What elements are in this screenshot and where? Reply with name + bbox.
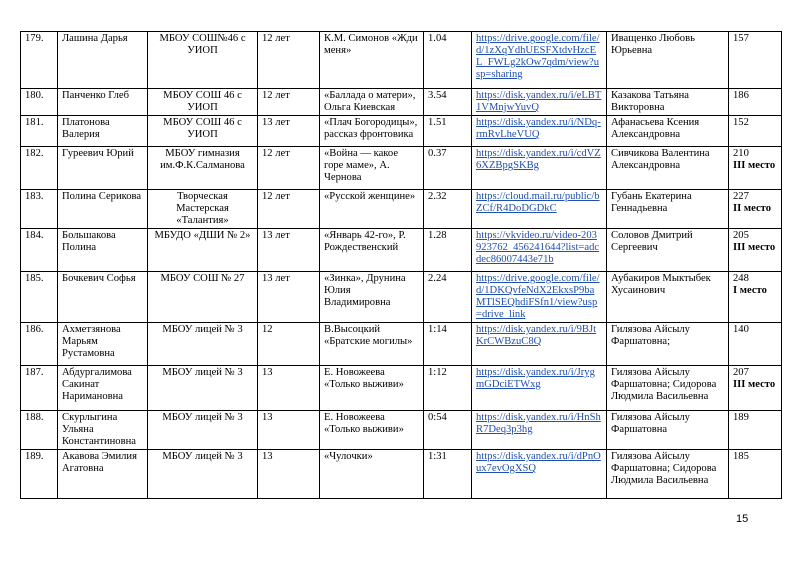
teacher-name-cell: Гилязова Айсылу Фаршатовна; — [607, 323, 729, 366]
participant-age-cell: 13 лет — [258, 229, 320, 272]
school-name-cell: МБОУ СОШ№46 с УИОП — [148, 32, 258, 89]
participant-age-cell: 12 лет — [258, 89, 320, 116]
place-label: III место — [733, 379, 776, 390]
place-label: III место — [733, 160, 776, 171]
work-title-cell: «Январь 42-го», Р. Рождественский — [320, 229, 424, 272]
video-link[interactable]: https://disk.yandex.ru/i/dPnOux7evOgXSQ — [476, 451, 601, 474]
participant-age-cell: 12 — [258, 323, 320, 366]
school-name-cell: МБОУ гимназия им.Ф.К.Салманова — [148, 147, 258, 190]
score-value: 152 — [733, 117, 749, 128]
video-link-cell — [472, 323, 607, 366]
participant-age-cell: 12 лет — [258, 32, 320, 89]
participant-name-cell: Гуреевич Юрий — [58, 147, 148, 190]
score-value: 210 — [733, 148, 749, 159]
video-link-cell — [472, 411, 607, 450]
score-value: 205 — [733, 230, 749, 241]
video-link-cell — [472, 450, 607, 499]
duration-cell: 1.04 — [424, 32, 472, 89]
school-name-cell: МБОУ лицей № 3 — [148, 411, 258, 450]
video-link[interactable]: https://disk.yandex.ru/i/JrygmGDciETWxg — [476, 367, 595, 390]
video-link-cell — [472, 190, 607, 229]
school-name-cell: МБОУ СОШ 46 с УИОП — [148, 116, 258, 147]
table-row — [21, 229, 782, 272]
video-link[interactable]: https://cloud.mail.ru/public/bZCf/R4DoDGDkC — [476, 191, 600, 214]
duration-cell: 1:12 — [424, 366, 472, 411]
video-link-cell — [472, 32, 607, 89]
score-value: 185 — [733, 451, 749, 462]
score-cell — [729, 450, 782, 499]
work-title-cell: «Баллада о матери», Ольга Киевская — [320, 89, 424, 116]
row-number-cell: 183. — [21, 190, 58, 229]
work-title-cell: «Русской женщине» — [320, 190, 424, 229]
teacher-name-cell: Соловов Дмитрий Сергеевич — [607, 229, 729, 272]
work-title-cell: «Война — какое горе маме», А. Чернова — [320, 147, 424, 190]
participant-age-cell: 13 — [258, 366, 320, 411]
school-name-cell: МБОУ СОШ № 27 — [148, 272, 258, 323]
duration-cell: 0.37 — [424, 147, 472, 190]
teacher-name-cell: Губань Екатерина Геннадьевна — [607, 190, 729, 229]
work-title-cell: «Плач Богородицы», рассказ фронтовика — [320, 116, 424, 147]
work-title-cell: «Чулочки» — [320, 450, 424, 499]
duration-cell: 0:54 — [424, 411, 472, 450]
table-row — [21, 116, 782, 147]
video-link[interactable]: https://disk.yandex.ru/i/9BJtKrCWBzuC8Q — [476, 324, 597, 347]
table-row — [21, 89, 782, 116]
duration-cell: 1:31 — [424, 450, 472, 499]
row-number-cell: 189. — [21, 450, 58, 499]
video-link-cell — [472, 89, 607, 116]
work-title-cell: Е. Новожеева «Только выживи» — [320, 411, 424, 450]
score-value: 157 — [733, 33, 749, 44]
teacher-name-cell: Казакова Татьяна Викторовна — [607, 89, 729, 116]
school-name-cell: Творческая Мастерская «Талантия» — [148, 190, 258, 229]
table-row — [21, 32, 782, 89]
score-cell — [729, 32, 782, 89]
score-cell — [729, 89, 782, 116]
table-row — [21, 366, 782, 411]
teacher-name-cell: Гилязова Айсылу Фаршатовна; Сидорова Людмила Васильевна — [607, 450, 729, 499]
score-cell — [729, 147, 782, 190]
row-number-cell: 185. — [21, 272, 58, 323]
work-title-cell: Е. Новожеева «Только выживи» — [320, 366, 424, 411]
score-cell — [729, 229, 782, 272]
participant-name-cell: Платонова Валерия — [58, 116, 148, 147]
video-link-cell — [472, 147, 607, 190]
teacher-name-cell: Иващенко Любовь Юрьевна — [607, 32, 729, 89]
place-label: II место — [733, 203, 772, 214]
school-name-cell: МБОУ лицей № 3 — [148, 323, 258, 366]
video-link-cell — [472, 366, 607, 411]
participant-name-cell: Панченко Глеб — [58, 89, 148, 116]
video-link[interactable]: https://drive.google.com/file/d/1DKQvfeNdX2EkxsP9baMTlSEQhdiFSfn1/view?usp=drive_link — [476, 273, 600, 320]
results-table — [20, 31, 782, 499]
video-link[interactable]: https://disk.yandex.ru/i/NDq-rmRvLheVUQ — [476, 117, 601, 140]
place-label: I место — [733, 285, 767, 296]
teacher-name-cell: Гилязова Айсылу Фаршатовна — [607, 411, 729, 450]
school-name-cell: МБОУ лицей № 3 — [148, 366, 258, 411]
row-number-cell: 186. — [21, 323, 58, 366]
table-row — [21, 450, 782, 499]
table-row — [21, 190, 782, 229]
teacher-name-cell: Сивчикова Валентина Александровна — [607, 147, 729, 190]
participant-name-cell: Полина Серикова — [58, 190, 148, 229]
video-link[interactable]: https://drive.google.com/file/d/1zXqYdhUESFXtdvHzcEL_FWLg2kOw7qdm/view?usp=sharing — [476, 33, 600, 80]
work-title-cell: К.М. Симонов «Жди меня» — [320, 32, 424, 89]
video-link-cell — [472, 272, 607, 323]
video-link[interactable]: https://vkvideo.ru/video-203923762_456241644?list=adcdec86007443e71b — [476, 230, 600, 265]
table-row — [21, 147, 782, 190]
participant-name-cell: Бочкевич Софья — [58, 272, 148, 323]
score-value: 207 — [733, 367, 749, 378]
table-row — [21, 272, 782, 323]
place-label: III место — [733, 242, 776, 253]
video-link[interactable]: https://disk.yandex.ru/i/HnShR7Deq3p3hg — [476, 412, 601, 435]
school-name-cell: МБУДО «ДШИ № 2» — [148, 229, 258, 272]
row-number-cell: 182. — [21, 147, 58, 190]
score-cell — [729, 272, 782, 323]
duration-cell: 3.54 — [424, 89, 472, 116]
score-value: 140 — [733, 324, 749, 335]
duration-cell: 1.51 — [424, 116, 472, 147]
participant-name-cell: Абдургалимова Сакинат Наримановна — [58, 366, 148, 411]
teacher-name-cell: Гилязова Айсылу Фаршатовна; Сидорова Людмила Васильевна — [607, 366, 729, 411]
teacher-name-cell: Аубакиров Мыктыбек Хусаинович — [607, 272, 729, 323]
row-number-cell: 184. — [21, 229, 58, 272]
participant-name-cell: Большакова Полина — [58, 229, 148, 272]
score-cell — [729, 411, 782, 450]
score-cell — [729, 323, 782, 366]
row-number-cell: 188. — [21, 411, 58, 450]
row-number-cell: 180. — [21, 89, 58, 116]
page-number: 15 — [736, 513, 749, 525]
participant-age-cell: 13 — [258, 450, 320, 499]
work-title-cell: «Зинка», Друнина Юлия Владимировна — [320, 272, 424, 323]
participant-name-cell: Акавова Эмилия Агатовна — [58, 450, 148, 499]
work-title-cell: В.Высоцкий «Братские могилы» — [320, 323, 424, 366]
duration-cell: 1:14 — [424, 323, 472, 366]
participant-age-cell: 13 — [258, 411, 320, 450]
participant-age-cell: 13 лет — [258, 272, 320, 323]
score-value: 227 — [733, 191, 749, 202]
duration-cell: 2.32 — [424, 190, 472, 229]
participant-name-cell: Ахметзянова Марьям Рустамовна — [58, 323, 148, 366]
score-cell — [729, 366, 782, 411]
participant-age-cell: 12 лет — [258, 190, 320, 229]
score-cell — [729, 190, 782, 229]
teacher-name-cell: Афанасьева Ксения Александровна — [607, 116, 729, 147]
table-row — [21, 323, 782, 366]
video-link-cell — [472, 229, 607, 272]
duration-cell: 1.28 — [424, 229, 472, 272]
school-name-cell: МБОУ СОШ 46 с УИОП — [148, 89, 258, 116]
video-link[interactable]: https://disk.yandex.ru/i/eLBT1VMnjwYuvQ — [476, 90, 602, 113]
participant-name-cell: Скурлыгина Ульяна Константиновна — [58, 411, 148, 450]
participant-name-cell: Лашина Дарья — [58, 32, 148, 89]
video-link-cell — [472, 116, 607, 147]
score-value: 248 — [733, 273, 749, 284]
table-row — [21, 411, 782, 450]
score-value: 186 — [733, 90, 749, 101]
participant-age-cell: 12 лет — [258, 147, 320, 190]
score-cell — [729, 116, 782, 147]
table-body — [21, 32, 782, 499]
score-value: 189 — [733, 412, 749, 423]
row-number-cell: 181. — [21, 116, 58, 147]
row-number-cell: 179. — [21, 32, 58, 89]
duration-cell: 2.24 — [424, 272, 472, 323]
video-link[interactable]: https://disk.yandex.ru/i/cdVZ6XZBpgSKBg — [476, 148, 601, 171]
school-name-cell: МБОУ лицей № 3 — [148, 450, 258, 499]
row-number-cell: 187. — [21, 366, 58, 411]
participant-age-cell: 13 лет — [258, 116, 320, 147]
